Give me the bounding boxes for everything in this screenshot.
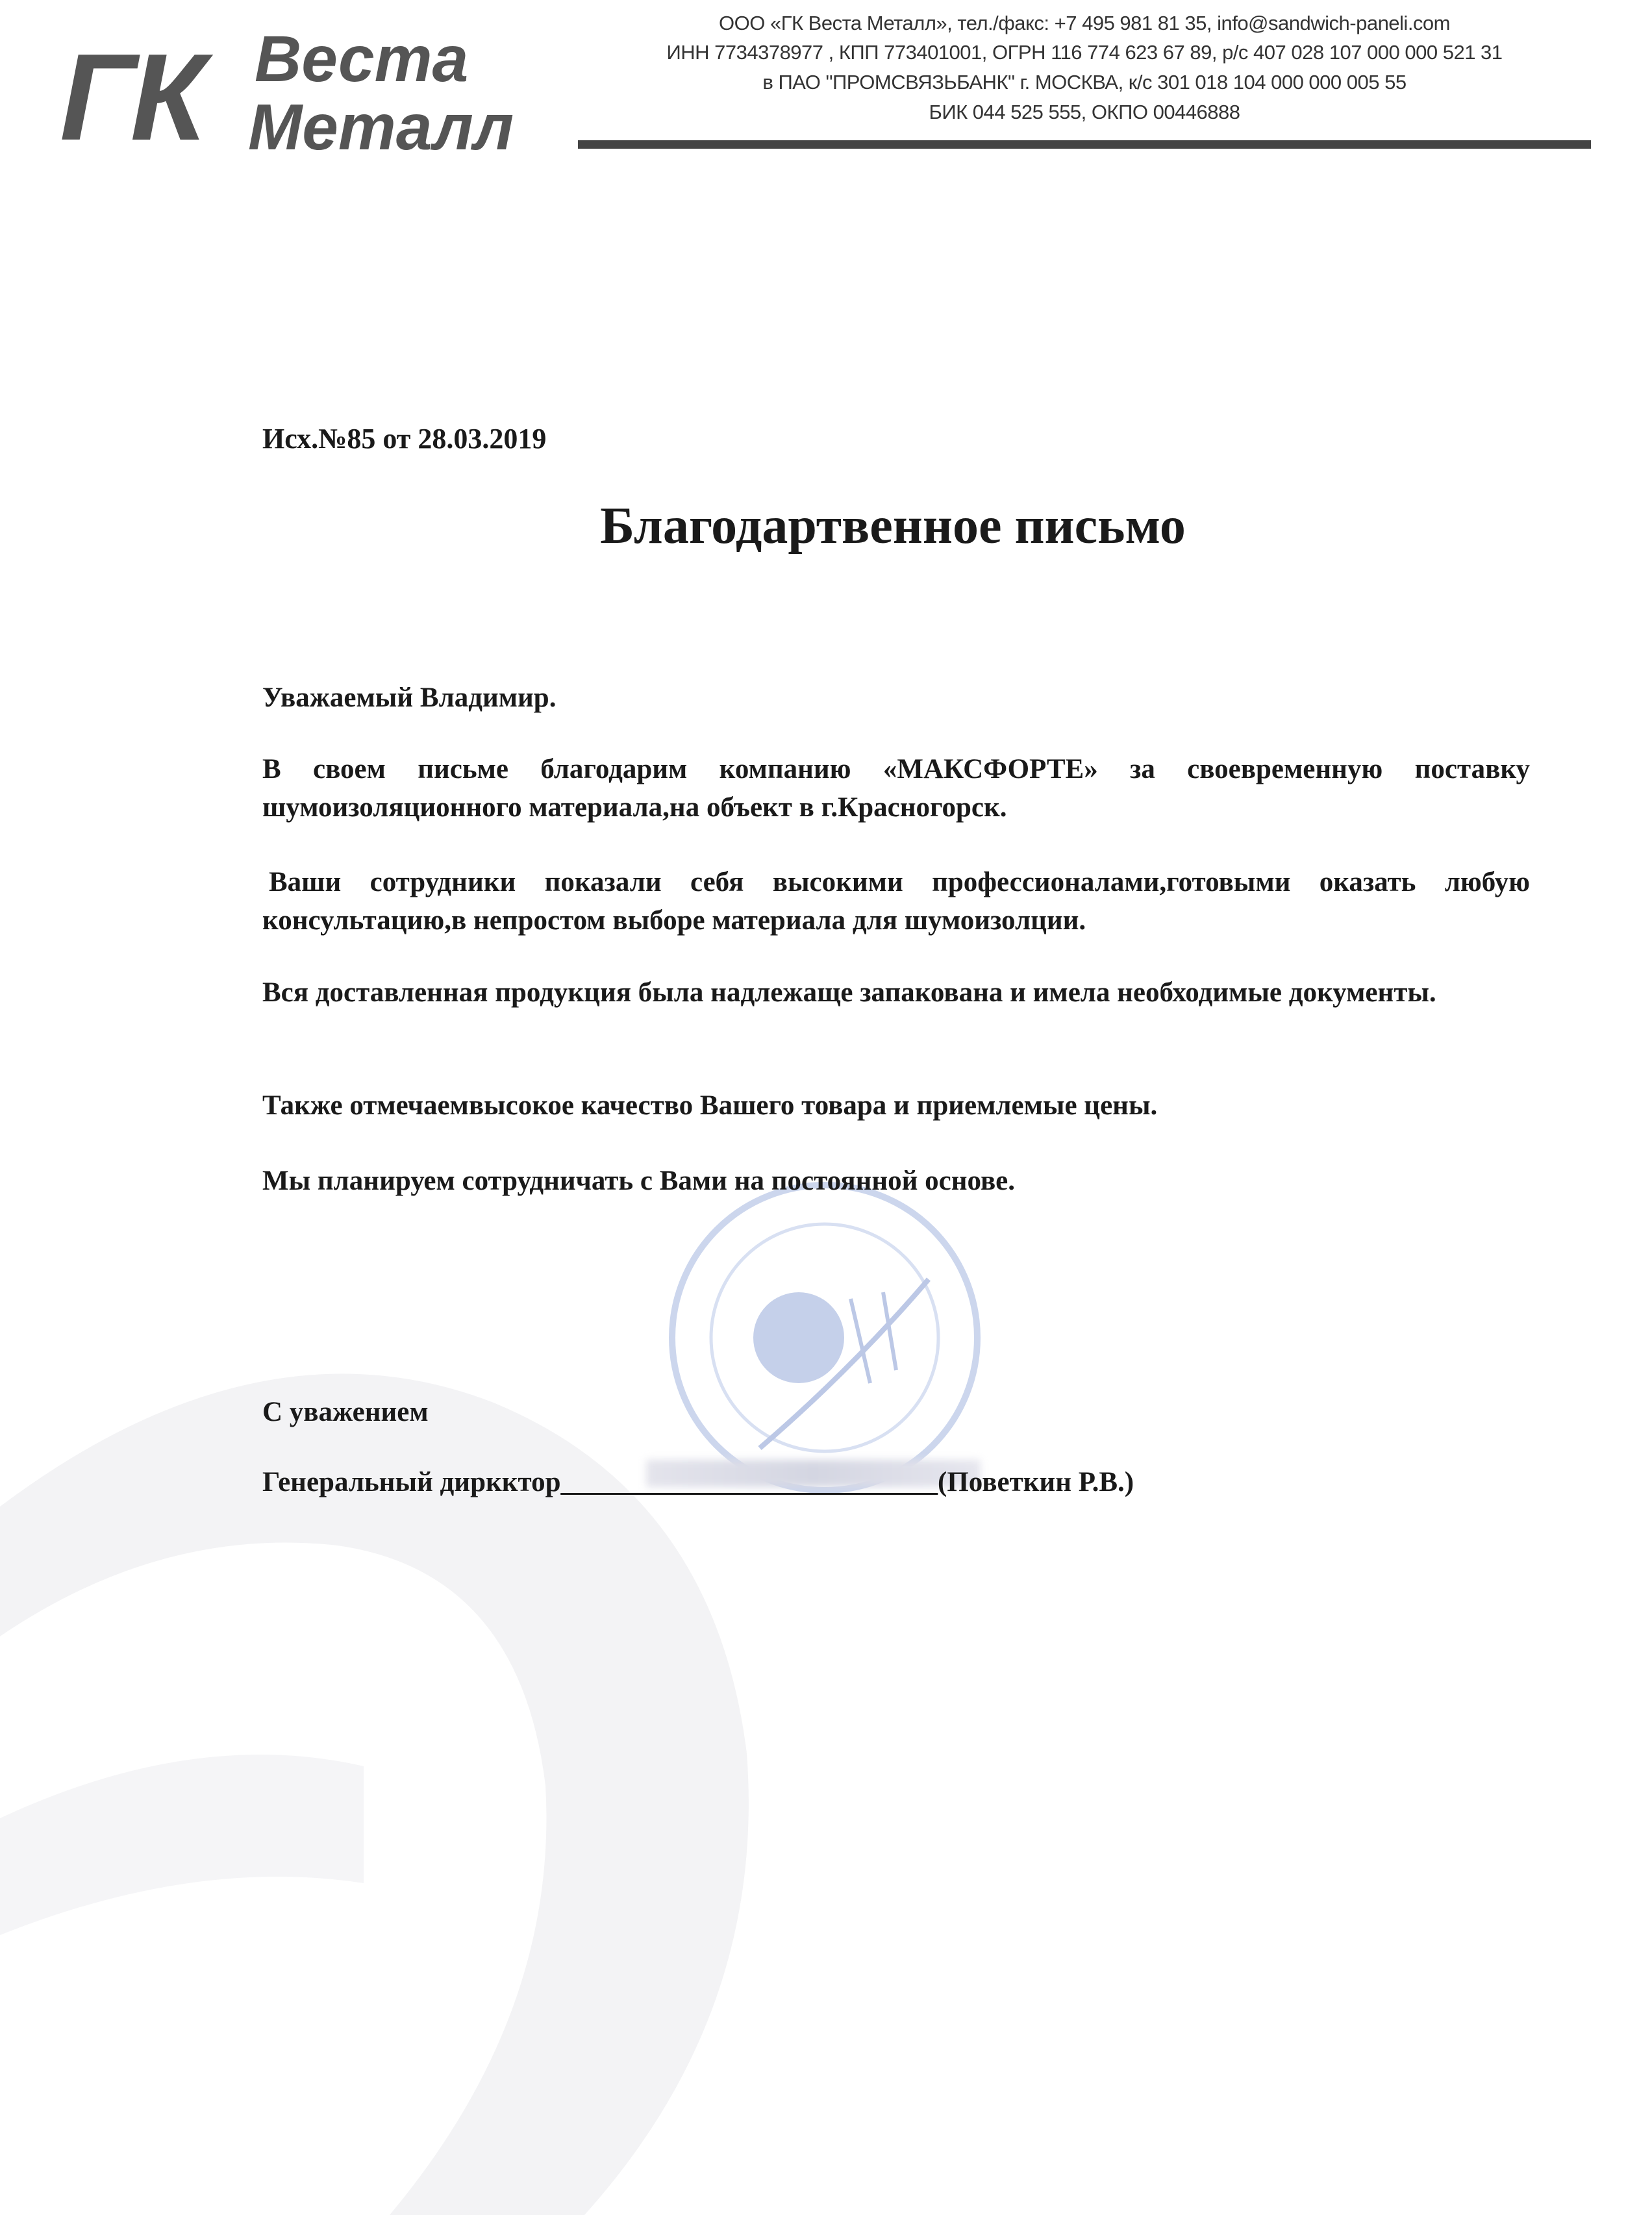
letterhead-line: ООО «ГК Веста Металл», тел./факс: +7 495 981 81 35, info@sandwich-paneli.com [719,12,1450,34]
letterhead-line: БИК 044 525 555, ОКПО 00446888 [929,101,1240,123]
svg-text:ГК: ГК [60,29,201,156]
reference-number: Исх.№85 от 28.03.2019 [262,423,547,455]
company-logo [60,26,560,156]
paragraph: В своем письме благодарим компанию «МАКСФОРТЕ» за своевременную поставку шумоизоляционного материала,на объект в г.Красногорск. [262,754,1530,823]
paragraph: Ваши сотрудники показали себя высокими профессионалами,готовыми оказать любую консультацию,в непростом выборе материала для шумоизолции. [262,867,1530,936]
closing: С уважением [262,1397,429,1427]
paragraph: Вся доставленная продукция была надлежаще запакована и имела необходимые документы. [262,977,1436,1008]
svg-text:Металл: Металл [248,91,514,156]
paragraph: Также отмечаемвысокое качество Вашего товара и приемлемые цены. [262,1090,1158,1121]
paragraph: Мы планируем сотрудничать с Вами на постоянной основе. [262,1166,1016,1196]
signature-line: Генеральный диркктор___________________________(Поветкин Р.В.) [262,1467,1134,1497]
header-divider [578,140,1591,149]
greeting: Уважаемый Владимир. [262,682,557,713]
letter-title: Благодартвенное письмо [600,497,1186,555]
letterhead-line: ИНН 7734378977 , КПП 773401001, ОГРН 116 774 623 67 89, р/с 407 028 107 000 000 521 31 [666,41,1503,64]
svg-text:Веста: Веста [255,26,469,95]
letterhead-line: в ПАО "ПРОМСВЯЗЬБАНК" г. МОСКВА, к/с 301 018 104 000 000 005 55 [762,71,1407,94]
